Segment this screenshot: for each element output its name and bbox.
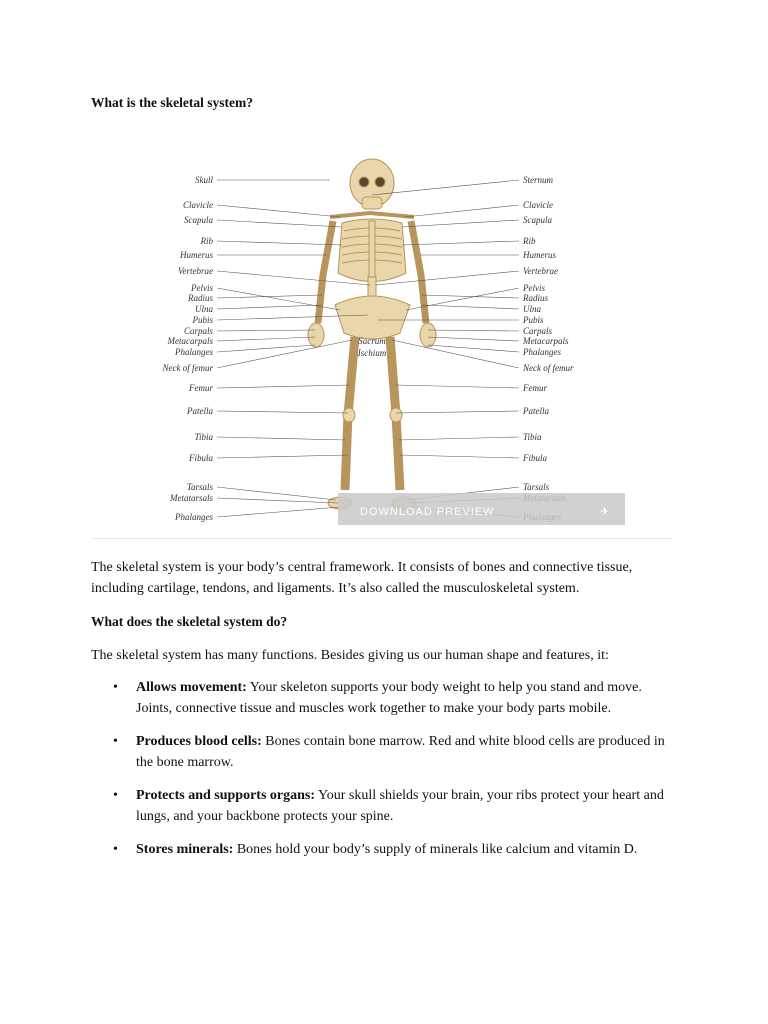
label-left-clavicle: Clavicle [183,200,213,210]
label-left-tibia: Tibia [194,432,213,442]
label-center-sacrum: Sacrum [358,336,386,346]
leader-line [217,437,346,440]
paragraph-functions-intro: The skeletal system has many functions. Besides giving us our human shape and features, it: [91,648,609,663]
label-right-femur: Femur [523,383,547,393]
label-right-phalanges: Phalanges [523,347,561,357]
leader-line [428,337,519,341]
label-left-vertebrae: Vertebrae [178,266,213,276]
label-right-metacarpals: Metacarpals [523,336,569,346]
list-item-text: Your skeleton supports your body weight to help you stand and move. Joints, connective tissue and muscles work together to make your body parts mobile. [136,680,642,716]
label-right-sternum: Sternum [523,175,553,185]
label-left-pubis: Pubis [192,315,213,325]
list-item [91,839,681,860]
divider [91,538,673,539]
label-left-scapula: Scapula [184,215,213,225]
list-item [91,731,681,773]
label-left-carpals: Carpals [183,326,213,336]
leader-line [217,340,352,368]
label-left-femur: Femur [189,383,213,393]
bullet-icon: • [113,734,118,749]
label-right-rib: Rib [523,236,536,246]
list-item-term: Protects and supports organs: [136,788,316,803]
leader-line [217,385,350,388]
label-right-humerus: Humerus [523,250,556,260]
label-left-radius: Radius [187,293,213,303]
label-left-fibula: Fibula [189,453,213,463]
label-right-scapula: Scapula [523,215,552,225]
list-item [91,677,681,719]
label-left-phalanges: Phalanges [175,347,213,357]
label-right-pubis: Pubis [523,315,544,325]
leader-line [217,241,342,245]
send-icon: ✈ [600,506,611,518]
leader-line [217,337,315,341]
list-item-term: Stores minerals: [136,842,234,857]
functions-list [91,677,681,872]
label-right-vertebrae: Vertebrae [523,266,558,276]
label-left-tarsals: Tarsals [186,482,213,492]
leader-line [217,205,340,217]
label-right-tarsals: Tarsals [523,482,550,492]
skeleton-illustration [130,155,640,525]
leader-line [217,507,340,517]
heading-functions: What does the skeletal system do? [91,614,288,629]
leader-line [392,340,519,368]
leader-line [428,330,519,331]
leader-line [217,305,322,309]
label-right-radius: Radius [523,293,549,303]
bullet-icon: • [113,680,118,695]
watermark-text: DOWNLOAD PREVIEW [360,506,495,518]
label-left-neck-of-femur: Neck of femur [162,363,213,373]
list-item-term: Allows movement: [136,680,247,695]
leader-line [400,455,519,458]
label-left-skull: Skull [195,175,213,185]
skeleton-diagram [130,155,640,525]
label-right-pelvis: Pelvis [523,283,545,293]
leader-line [402,241,519,245]
leader-line [398,437,519,440]
leader-line [422,305,519,309]
leader-line [405,205,519,217]
leader-line [217,498,338,503]
label-left-phalanges: Phalanges [175,512,213,522]
list-item-text: Your skull shields your brain, your ribs protect your heart and lungs, and your backbone protects your spine. [136,788,664,824]
label-left-metacarpals: Metacarpals [167,336,213,346]
leader-line [217,411,348,413]
label-left-rib: Rib [200,236,213,246]
list-item-text: Bones hold your body’s supply of minerals like calcium and vitamin D. [233,842,638,857]
bullet-icon: • [113,842,118,857]
paragraph-intro: The skeletal system is your body’s central framework. It consists of bones and connective tissue, including cartilage, tendons, and ligaments. It’s also called the musculoskeletal system. [91,560,633,596]
leader-line [217,220,342,227]
label-left-pelvis: Pelvis [191,283,213,293]
list-item [91,785,681,827]
label-left-humerus: Humerus [180,250,213,260]
label-left-ulna: Ulna [195,304,213,314]
leader-line [217,330,315,331]
label-right-carpals: Carpals [523,326,553,336]
heading-skeletal-system: What is the skeletal system? [91,95,253,110]
label-left-patella: Patella [187,406,213,416]
list-item-term: Produces blood cells: [136,734,262,749]
label-right-fibula: Fibula [523,453,547,463]
label-right-tibia: Tibia [523,432,542,442]
label-right-ulna: Ulna [523,304,541,314]
leader-line [396,385,519,388]
label-left-metatarsals: Metatarsals [169,493,213,503]
leader-line [217,487,336,500]
label-center-ischium: Ischium [357,348,387,358]
leader-line [402,220,519,227]
leader-line [396,411,519,413]
leader-line [217,455,348,458]
label-right-patella: Patella [523,406,549,416]
bullet-icon: • [113,788,118,803]
label-right-clavicle: Clavicle [523,200,553,210]
list-item-text: Bones contain bone marrow. Red and white blood cells are produced in the bone marrow. [136,734,665,770]
label-right-neck-of-femur: Neck of femur [523,363,574,373]
